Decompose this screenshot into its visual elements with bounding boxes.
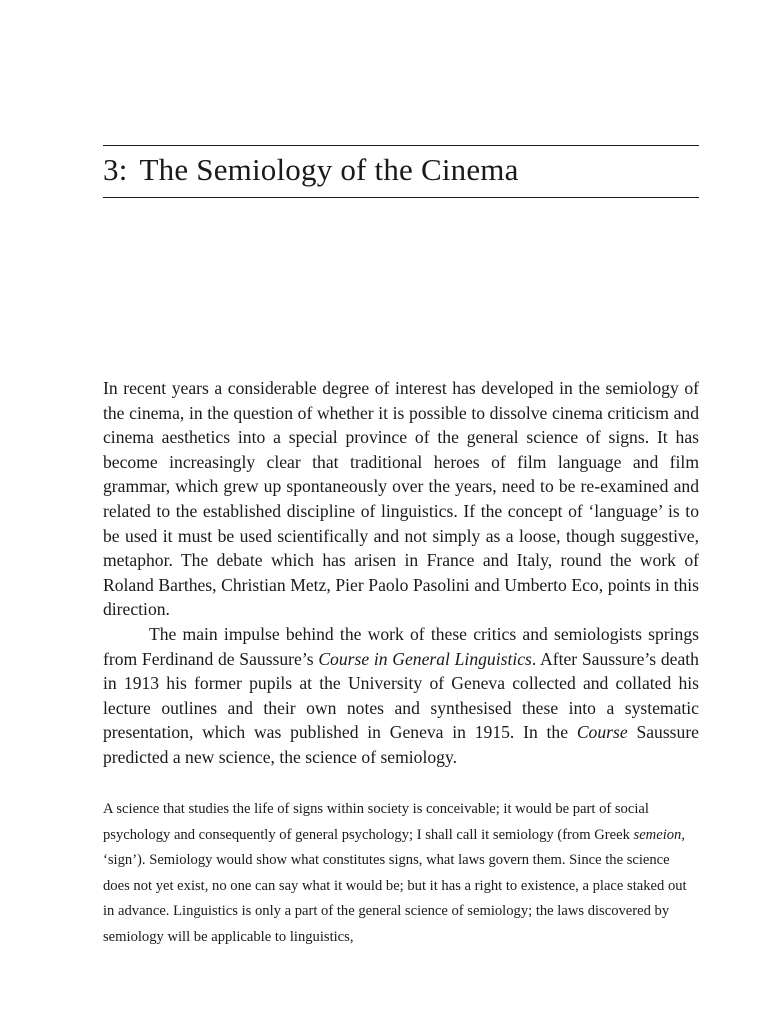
book-title-course: Course (576, 722, 628, 743)
quote-part-b: , ‘sign’). Semiology would show what constitutes signs, what laws govern them. Since the science does not yet exist, no one can say what it would be; but it has a right to existence, a place staked out in advance. Linguistics is only a part of the general science of semiology; the laws discovered by semiology will be applicable to linguistics, (103, 826, 687, 945)
title-rule-top (103, 145, 699, 146)
body-text (103, 376, 699, 770)
title-rule-bottom (103, 197, 699, 198)
block-quote (103, 797, 699, 951)
paragraph-2-part-c: Saussure predicted a new science, the science of semiology. (103, 722, 699, 767)
paragraph-2-part-b: . After Saussure’s death in 1913 his former pupils at the University of Geneva collected and collated his lecture outlines and their own notes and synthesised these into a systematic presentation, which was published in Geneva in 1915. In the (103, 648, 699, 743)
paragraph-2-part-a: The main impulse behind the work of these critics and semiologists springs from Ferdinand de Saussure’s (103, 623, 699, 669)
chapter-title (103, 150, 699, 190)
paragraph-1: In recent years a considerable degree of interest has developed in the semiology of the cinema, in the question of whether it is possible to dissolve cinema criticism and cinema aesthetics into a special province of the general science of signs. It has become increasingly clear that traditional heroes of film language and film grammar, which grew up spontaneously over the years, need to be re-examined and related to the established discipline of linguistics. If the concept of ‘language’ is to be used it must be used scientifically and not simply as a loose, though suggestive, metaphor. The debate which has arisen in France and Italy, round the work of Roland Barthes, Christian Metz, Pier Paolo Pasolini and Umberto Eco, points in this direction. (103, 378, 699, 620)
paragraph-2 (103, 622, 699, 770)
chapter-title-text: The Semiology of the Cinema (139, 152, 519, 187)
quote-part-a: A science that studies the life of signs within society is conceivable; it would be part of social psychology and consequently of general psychology; I shall call it semiology (from Greek (103, 801, 649, 843)
chapter-number: 3: (103, 152, 128, 187)
quote-paragraph (103, 797, 699, 951)
book-title-course-in-general-linguistics: Course in General Linguistics (318, 648, 532, 669)
quote-term-semeion: semeion (633, 826, 682, 843)
